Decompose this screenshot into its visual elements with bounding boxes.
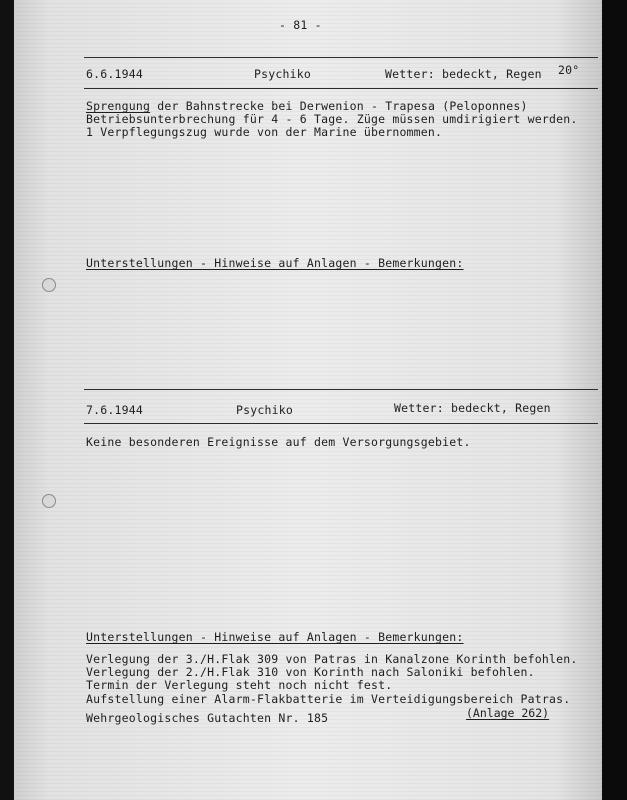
document-page <box>14 0 602 800</box>
note-line: Aufstellung einer Alarm-Flakbatterie im Verteidigungsbereich Patras. <box>86 692 571 706</box>
note-line: Verlegung der 3./H.Flak 309 von Patras in Kanalzone Korinth befohlen. <box>86 652 578 666</box>
punch-hole <box>42 494 56 508</box>
scan-border-right <box>602 0 627 800</box>
entry-body-line: Betriebsunterbrechung für 4 - 6 Tage. Züge müssen umdirigiert werden. <box>86 112 578 126</box>
note-line: Termin der Verlegung steht noch nicht fest. <box>86 678 393 692</box>
rule-header-bottom <box>84 88 598 89</box>
entry-temperature: 20° <box>558 63 580 77</box>
annex-reference: (Anlage 262) <box>466 706 550 720</box>
notes-heading: Unterstellungen - Hinweise auf Anlagen - Bemerkungen: <box>86 256 464 270</box>
rule-top <box>84 57 598 58</box>
entry-body-line: 1 Verpflegungszug wurde von der Marine übernommen. <box>86 125 443 139</box>
punch-hole <box>42 278 56 292</box>
rule-entry2-header-bottom <box>84 423 598 424</box>
underlined-word: Sprengung <box>86 99 151 113</box>
binding-edge <box>0 0 14 800</box>
entry-date: 7.6.1944 <box>86 403 143 417</box>
entry-place: Psychiko <box>254 67 311 81</box>
entry-weather: Wetter: bedeckt, Regen <box>385 67 542 81</box>
entry-date: 6.6.1944 <box>86 67 143 81</box>
body-text: der Bahnstrecke bei Derwenion - Trapesa (Peloponnes) <box>150 99 528 113</box>
note-line: Verlegung der 2./H.Flak 310 von Korinth nach Saloniki befohlen. <box>86 665 535 679</box>
entry-body-line <box>86 99 528 113</box>
notes-heading: Unterstellungen - Hinweise auf Anlagen - Bemerkungen: <box>86 630 464 644</box>
note-line: Wehrgeologisches Gutachten Nr. 185 <box>86 711 329 725</box>
entry-weather: Wetter: bedeckt, Regen <box>394 401 551 415</box>
page-number: - 81 - <box>279 18 322 32</box>
entry-place: Psychiko <box>236 403 293 417</box>
rule-entry2-top <box>84 389 598 390</box>
entry-body-line: Keine besonderen Ereignisse auf dem Versorgungsgebiet. <box>86 435 471 449</box>
